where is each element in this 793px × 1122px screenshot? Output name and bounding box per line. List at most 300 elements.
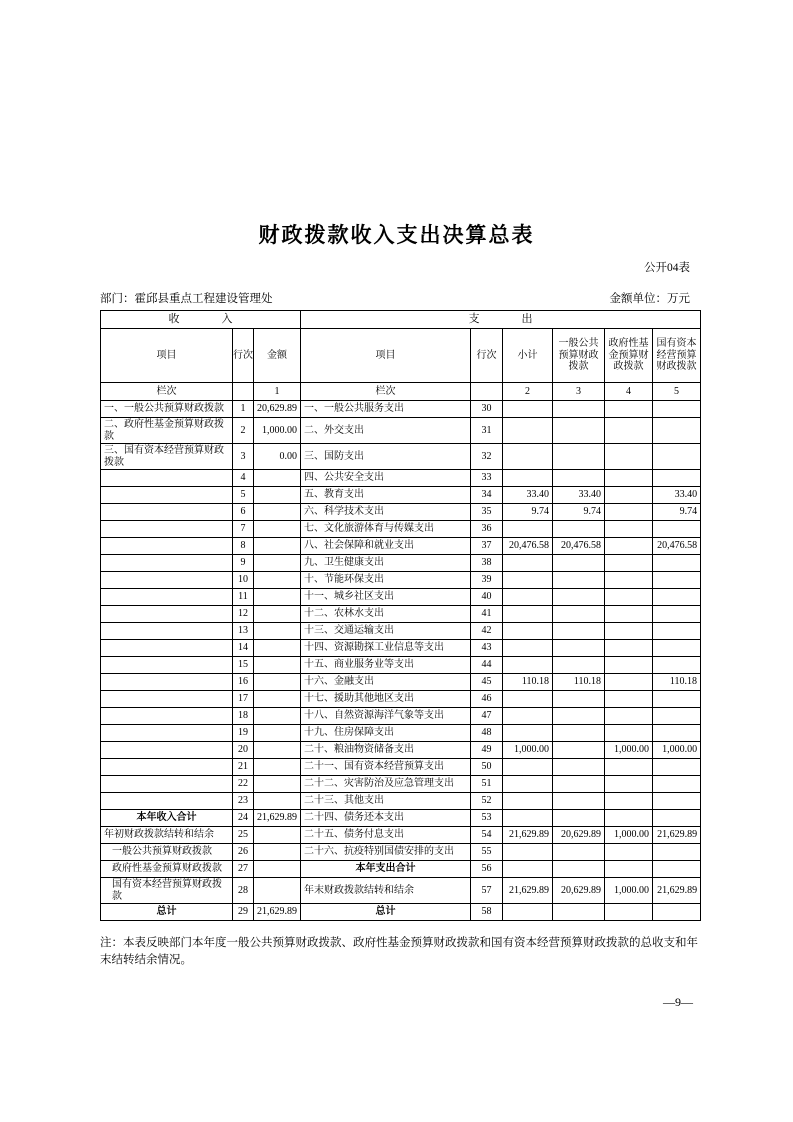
income-amount-cell xyxy=(254,572,301,589)
expense-state-capital-cell xyxy=(653,444,701,470)
expense-item-cell: 二十三、其他支出 xyxy=(301,793,471,810)
expense-item-cell: 十五、商业服务业等支出 xyxy=(301,657,471,674)
income-rowno-cell: 28 xyxy=(233,878,254,904)
income-amount-cell xyxy=(254,555,301,572)
table-row xyxy=(101,418,701,444)
expense-gov-fund-cell xyxy=(605,904,653,921)
table-row xyxy=(101,606,701,623)
expense-general-budget-cell xyxy=(553,418,605,444)
expense-item-cell: 本年支出合计 xyxy=(301,861,471,878)
department-label: 部门：霍邱县重点工程建设管理处 xyxy=(100,293,273,305)
expense-subtotal-cell xyxy=(503,521,553,538)
expense-subtotal-cell xyxy=(503,418,553,444)
expense-state-capital-cell xyxy=(653,725,701,742)
income-item-cell xyxy=(101,725,233,742)
expense-state-capital-cell xyxy=(653,640,701,657)
income-item-cell xyxy=(101,691,233,708)
income-amount-cell xyxy=(254,521,301,538)
expense-gov-fund-cell xyxy=(605,640,653,657)
table-row xyxy=(101,640,701,657)
expense-gov-fund-cell xyxy=(605,708,653,725)
expense-general-budget-cell xyxy=(553,589,605,606)
meta-row xyxy=(100,290,700,306)
expense-rowno-cell: 44 xyxy=(471,657,503,674)
expense-subtotal-cell xyxy=(503,708,553,725)
income-rowno-cell: 10 xyxy=(233,572,254,589)
table-row xyxy=(101,572,701,589)
table-row xyxy=(101,401,701,418)
table-row xyxy=(101,810,701,827)
income-rowno-cell: 5 xyxy=(233,487,254,504)
income-rowno-cell: 7 xyxy=(233,521,254,538)
expense-rowno-cell: 43 xyxy=(471,640,503,657)
expense-general-budget-cell xyxy=(553,555,605,572)
income-rowno-cell: 22 xyxy=(233,776,254,793)
expense-general-budget-cell: 20,629.89 xyxy=(553,827,605,844)
income-rowno-cell: 12 xyxy=(233,606,254,623)
expense-general-budget-cell xyxy=(553,708,605,725)
expense-subtotal-cell xyxy=(503,444,553,470)
expense-item-cell: 三、国防支出 xyxy=(301,444,471,470)
expense-state-capital-cell: 21,629.89 xyxy=(653,878,701,904)
expense-subtotal-cell: 9.74 xyxy=(503,504,553,521)
table-row xyxy=(101,674,701,691)
income-item-cell xyxy=(101,538,233,555)
expense-gov-fund-cell xyxy=(605,572,653,589)
expense-subtotal-cell: 33.40 xyxy=(503,487,553,504)
expense-rowno-cell: 56 xyxy=(471,861,503,878)
expense-item-cell: 十九、住房保障支出 xyxy=(301,725,471,742)
expense-state-capital-cell xyxy=(653,657,701,674)
expense-general-budget-cell xyxy=(553,904,605,921)
lanci-col-2: 2 xyxy=(503,383,553,401)
income-amount-cell xyxy=(254,691,301,708)
income-item-cell: 政府性基金预算财政拨款 xyxy=(101,861,233,878)
table-row xyxy=(101,742,701,759)
expense-state-capital-cell xyxy=(653,606,701,623)
expense-subtotal-cell xyxy=(503,904,553,921)
expense-state-capital-cell xyxy=(653,623,701,640)
expense-item-cell: 二十、粮油物资储备支出 xyxy=(301,742,471,759)
expense-item-cell: 十一、城乡社区支出 xyxy=(301,589,471,606)
expense-rowno-cell: 35 xyxy=(471,504,503,521)
income-item-cell xyxy=(101,793,233,810)
expense-section-header xyxy=(301,311,701,329)
expense-item-cell: 九、卫生健康支出 xyxy=(301,555,471,572)
income-amount-cell xyxy=(254,538,301,555)
income-amount-cell xyxy=(254,708,301,725)
expense-general-budget-cell xyxy=(553,572,605,589)
col-income-rowno: 行次 xyxy=(233,329,254,383)
income-item-cell xyxy=(101,572,233,589)
expense-item-cell: 十、节能环保支出 xyxy=(301,572,471,589)
expense-subtotal-cell xyxy=(503,572,553,589)
expense-general-budget-cell: 110.18 xyxy=(553,674,605,691)
income-item-cell xyxy=(101,606,233,623)
expense-gov-fund-cell xyxy=(605,589,653,606)
expense-state-capital-cell xyxy=(653,418,701,444)
income-amount-cell: 21,629.89 xyxy=(254,904,301,921)
col-income-item: 项目 xyxy=(101,329,233,383)
expense-item-cell: 六、科学技术支出 xyxy=(301,504,471,521)
income-rowno-cell: 14 xyxy=(233,640,254,657)
expense-gov-fund-cell: 1,000.00 xyxy=(605,827,653,844)
income-rowno-cell: 2 xyxy=(233,418,254,444)
income-item-cell xyxy=(101,742,233,759)
expense-general-budget-cell xyxy=(553,521,605,538)
income-amount-cell xyxy=(254,861,301,878)
expense-gov-fund-cell xyxy=(605,776,653,793)
income-item-cell xyxy=(101,759,233,776)
expense-subtotal-cell xyxy=(503,589,553,606)
expense-state-capital-cell xyxy=(653,589,701,606)
expense-state-capital-cell xyxy=(653,691,701,708)
income-rowno-cell: 1 xyxy=(233,401,254,418)
table-row xyxy=(101,444,701,470)
expense-subtotal-cell xyxy=(503,861,553,878)
expense-subtotal-cell xyxy=(503,640,553,657)
income-amount-cell xyxy=(254,487,301,504)
income-rowno-cell: 11 xyxy=(233,589,254,606)
income-rowno-cell: 3 xyxy=(233,444,254,470)
expense-section-label: 支出 xyxy=(468,313,575,326)
expense-rowno-cell: 33 xyxy=(471,470,503,487)
expense-gov-fund-cell xyxy=(605,657,653,674)
expense-state-capital-cell xyxy=(653,555,701,572)
expense-general-budget-cell xyxy=(553,444,605,470)
expense-general-budget-cell xyxy=(553,810,605,827)
income-amount-cell xyxy=(254,657,301,674)
expense-general-budget-cell xyxy=(553,657,605,674)
section-header-row xyxy=(101,311,701,329)
expense-rowno-cell: 42 xyxy=(471,623,503,640)
expense-state-capital-cell: 20,476.58 xyxy=(653,538,701,555)
income-amount-cell xyxy=(254,844,301,861)
expense-state-capital-cell xyxy=(653,401,701,418)
col-general-budget: 一般公共预算财政拨款 xyxy=(553,329,605,383)
footnote: 注：本表反映部门本年度一般公共预算财政拨款、政府性基金预算财政拨款和国有资本经营预算财政拨款的总收支和年末结转结余情况。 xyxy=(100,937,698,966)
expense-item-cell: 总计 xyxy=(301,904,471,921)
income-rowno-cell: 21 xyxy=(233,759,254,776)
column-header-row xyxy=(101,329,701,383)
income-rowno-cell: 27 xyxy=(233,861,254,878)
expense-general-budget-cell xyxy=(553,623,605,640)
expense-state-capital-cell: 33.40 xyxy=(653,487,701,504)
expense-general-budget-cell xyxy=(553,606,605,623)
income-amount-cell xyxy=(254,589,301,606)
expense-rowno-cell: 31 xyxy=(471,418,503,444)
income-item-cell xyxy=(101,487,233,504)
table-row xyxy=(101,691,701,708)
expense-subtotal-cell: 20,476.58 xyxy=(503,538,553,555)
col-gov-fund: 政府性基金预算财政拨款 xyxy=(605,329,653,383)
expense-item-cell: 八、社会保障和就业支出 xyxy=(301,538,471,555)
income-rowno-cell: 9 xyxy=(233,555,254,572)
expense-item-cell: 十六、金融支出 xyxy=(301,674,471,691)
expense-item-cell: 十四、资源勘探工业信息等支出 xyxy=(301,640,471,657)
income-amount-cell xyxy=(254,470,301,487)
expense-subtotal-cell xyxy=(503,725,553,742)
expense-subtotal-cell xyxy=(503,810,553,827)
expense-state-capital-cell: 110.18 xyxy=(653,674,701,691)
table-row xyxy=(101,538,701,555)
expense-item-cell: 十二、农林水支出 xyxy=(301,606,471,623)
income-rowno-cell: 20 xyxy=(233,742,254,759)
table-row xyxy=(101,759,701,776)
expense-item-cell: 十七、援助其他地区支出 xyxy=(301,691,471,708)
income-amount-cell: 0.00 xyxy=(254,444,301,470)
income-rowno-cell: 18 xyxy=(233,708,254,725)
expense-gov-fund-cell xyxy=(605,487,653,504)
income-amount-cell xyxy=(254,742,301,759)
income-item-cell: 总计 xyxy=(101,904,233,921)
lanci-expense-rowno-blank xyxy=(471,383,503,401)
table-row xyxy=(101,861,701,878)
income-item-cell: 二、政府性基金预算财政拨款 xyxy=(101,418,233,444)
fiscal-appropriation-table xyxy=(100,310,701,921)
expense-general-budget-cell xyxy=(553,844,605,861)
expense-gov-fund-cell xyxy=(605,691,653,708)
income-section-label: 收入 xyxy=(168,313,275,326)
expense-subtotal-cell xyxy=(503,623,553,640)
expense-state-capital-cell xyxy=(653,861,701,878)
expense-subtotal-cell: 21,629.89 xyxy=(503,827,553,844)
expense-rowno-cell: 34 xyxy=(471,487,503,504)
table-row xyxy=(101,708,701,725)
table-row xyxy=(101,827,701,844)
income-amount-cell xyxy=(254,759,301,776)
expense-gov-fund-cell xyxy=(605,861,653,878)
table-row xyxy=(101,725,701,742)
income-item-cell xyxy=(101,640,233,657)
income-amount-cell xyxy=(254,725,301,742)
expense-rowno-cell: 53 xyxy=(471,810,503,827)
expense-rowno-cell: 30 xyxy=(471,401,503,418)
expense-rowno-cell: 45 xyxy=(471,674,503,691)
income-amount-cell xyxy=(254,640,301,657)
expense-gov-fund-cell xyxy=(605,401,653,418)
expense-item-cell: 七、文化旅游体育与传媒支出 xyxy=(301,521,471,538)
expense-state-capital-cell xyxy=(653,708,701,725)
expense-state-capital-cell xyxy=(653,470,701,487)
income-amount-cell xyxy=(254,623,301,640)
page-number: —9— xyxy=(663,995,693,1009)
income-item-cell: 本年收入合计 xyxy=(101,810,233,827)
expense-subtotal-cell: 21,629.89 xyxy=(503,878,553,904)
expense-rowno-cell: 57 xyxy=(471,878,503,904)
table-row xyxy=(101,878,701,904)
column-index-row xyxy=(101,383,701,401)
income-item-cell xyxy=(101,657,233,674)
table-row xyxy=(101,504,701,521)
income-item-cell xyxy=(101,674,233,691)
income-item-cell xyxy=(101,521,233,538)
amount-unit-label: 金额单位：万元 xyxy=(609,293,690,305)
expense-item-cell: 四、公共安全支出 xyxy=(301,470,471,487)
lanci-col-4: 4 xyxy=(605,383,653,401)
income-item-cell: 一、一般公共预算财政拨款 xyxy=(101,401,233,418)
expense-gov-fund-cell xyxy=(605,759,653,776)
lanci-expense-label: 栏次 xyxy=(301,383,471,401)
expense-rowno-cell: 38 xyxy=(471,555,503,572)
col-expense-item: 项目 xyxy=(301,329,471,383)
expense-gov-fund-cell xyxy=(605,793,653,810)
expense-general-budget-cell xyxy=(553,691,605,708)
expense-rowno-cell: 37 xyxy=(471,538,503,555)
expense-rowno-cell: 51 xyxy=(471,776,503,793)
income-amount-cell xyxy=(254,776,301,793)
table-row xyxy=(101,793,701,810)
expense-state-capital-cell xyxy=(653,521,701,538)
expense-gov-fund-cell xyxy=(605,470,653,487)
expense-rowno-cell: 58 xyxy=(471,904,503,921)
expense-rowno-cell: 40 xyxy=(471,589,503,606)
expense-general-budget-cell xyxy=(553,742,605,759)
expense-state-capital-cell: 1,000.00 xyxy=(653,742,701,759)
col-expense-rowno: 行次 xyxy=(471,329,503,383)
income-item-cell: 国有资本经营预算财政拨款 xyxy=(101,878,233,904)
expense-rowno-cell: 39 xyxy=(471,572,503,589)
income-amount-cell xyxy=(254,827,301,844)
expense-gov-fund-cell: 1,000.00 xyxy=(605,878,653,904)
expense-general-budget-cell: 20,476.58 xyxy=(553,538,605,555)
table-row xyxy=(101,904,701,921)
expense-item-cell: 十八、自然资源海洋气象等支出 xyxy=(301,708,471,725)
expense-general-budget-cell xyxy=(553,725,605,742)
income-item-cell: 一般公共预算财政拨款 xyxy=(101,844,233,861)
income-rowno-cell: 25 xyxy=(233,827,254,844)
expense-general-budget-cell xyxy=(553,776,605,793)
table-row xyxy=(101,776,701,793)
expense-rowno-cell: 49 xyxy=(471,742,503,759)
expense-state-capital-cell xyxy=(653,572,701,589)
table-row xyxy=(101,844,701,861)
expense-general-budget-cell xyxy=(553,401,605,418)
expense-rowno-cell: 41 xyxy=(471,606,503,623)
income-item-cell: 三、国有资本经营预算财政拨款 xyxy=(101,444,233,470)
table-row xyxy=(101,470,701,487)
income-amount-cell: 21,629.89 xyxy=(254,810,301,827)
income-rowno-cell: 8 xyxy=(233,538,254,555)
expense-item-cell: 五、教育支出 xyxy=(301,487,471,504)
expense-state-capital-cell: 9.74 xyxy=(653,504,701,521)
income-amount-cell xyxy=(254,878,301,904)
col-state-capital: 国有资本经营预算财政拨款 xyxy=(653,329,701,383)
income-rowno-cell: 13 xyxy=(233,623,254,640)
table-row xyxy=(101,589,701,606)
income-item-cell xyxy=(101,708,233,725)
expense-subtotal-cell xyxy=(503,793,553,810)
expense-general-budget-cell: 20,629.89 xyxy=(553,878,605,904)
expense-gov-fund-cell xyxy=(605,555,653,572)
expense-item-cell: 二十六、抗疫特别国债安排的支出 xyxy=(301,844,471,861)
income-rowno-cell: 15 xyxy=(233,657,254,674)
expense-item-cell: 一、一般公共服务支出 xyxy=(301,401,471,418)
expense-general-budget-cell xyxy=(553,861,605,878)
lanci-col-5: 5 xyxy=(653,383,701,401)
expense-gov-fund-cell xyxy=(605,674,653,691)
income-item-cell: 年初财政拨款结转和结余 xyxy=(101,827,233,844)
table-row xyxy=(101,521,701,538)
expense-gov-fund-cell xyxy=(605,444,653,470)
income-section-header xyxy=(101,311,301,329)
expense-gov-fund-cell xyxy=(605,418,653,444)
expense-gov-fund-cell xyxy=(605,538,653,555)
expense-general-budget-cell xyxy=(553,759,605,776)
income-rowno-cell: 4 xyxy=(233,470,254,487)
expense-general-budget-cell xyxy=(553,640,605,657)
expense-gov-fund-cell xyxy=(605,844,653,861)
expense-subtotal-cell xyxy=(503,776,553,793)
income-amount-cell xyxy=(254,793,301,810)
expense-item-cell: 二十五、债务付息支出 xyxy=(301,827,471,844)
expense-rowno-cell: 47 xyxy=(471,708,503,725)
page-title: 财政拨款收入支出决算总表 xyxy=(258,224,535,247)
income-item-cell xyxy=(101,589,233,606)
expense-gov-fund-cell xyxy=(605,725,653,742)
expense-rowno-cell: 54 xyxy=(471,827,503,844)
expense-item-cell: 年末财政拨款结转和结余 xyxy=(301,878,471,904)
income-rowno-cell: 26 xyxy=(233,844,254,861)
expense-general-budget-cell xyxy=(553,470,605,487)
table-row xyxy=(101,555,701,572)
expense-rowno-cell: 55 xyxy=(471,844,503,861)
expense-subtotal-cell xyxy=(503,470,553,487)
lanci-col-1: 1 xyxy=(254,383,301,401)
expense-rowno-cell: 50 xyxy=(471,759,503,776)
expense-state-capital-cell: 21,629.89 xyxy=(653,827,701,844)
expense-item-cell: 二十四、债务还本支出 xyxy=(301,810,471,827)
expense-rowno-cell: 36 xyxy=(471,521,503,538)
income-item-cell xyxy=(101,776,233,793)
income-amount-cell xyxy=(254,504,301,521)
col-subtotal: 小计 xyxy=(503,329,553,383)
lanci-col-3: 3 xyxy=(553,383,605,401)
table-row xyxy=(101,657,701,674)
income-rowno-cell: 29 xyxy=(233,904,254,921)
income-item-cell xyxy=(101,555,233,572)
income-rowno-cell: 16 xyxy=(233,674,254,691)
expense-gov-fund-cell xyxy=(605,606,653,623)
income-item-cell xyxy=(101,470,233,487)
expense-rowno-cell: 46 xyxy=(471,691,503,708)
expense-subtotal-cell xyxy=(503,759,553,776)
income-amount-cell xyxy=(254,606,301,623)
expense-rowno-cell: 48 xyxy=(471,725,503,742)
expense-item-cell: 二、外交支出 xyxy=(301,418,471,444)
income-amount-cell xyxy=(254,674,301,691)
expense-state-capital-cell xyxy=(653,904,701,921)
expense-gov-fund-cell xyxy=(605,623,653,640)
expense-subtotal-cell xyxy=(503,657,553,674)
lanci-income-label: 栏次 xyxy=(101,383,233,401)
expense-rowno-cell: 32 xyxy=(471,444,503,470)
expense-subtotal-cell xyxy=(503,401,553,418)
expense-gov-fund-cell xyxy=(605,810,653,827)
expense-general-budget-cell: 9.74 xyxy=(553,504,605,521)
income-amount-cell: 1,000.00 xyxy=(254,418,301,444)
expense-state-capital-cell xyxy=(653,793,701,810)
lanci-income-rowno-blank xyxy=(233,383,254,401)
income-item-cell xyxy=(101,623,233,640)
expense-subtotal-cell xyxy=(503,555,553,572)
expense-item-cell: 二十二、灾害防治及应急管理支出 xyxy=(301,776,471,793)
expense-item-cell: 二十一、国有资本经营预算支出 xyxy=(301,759,471,776)
expense-subtotal-cell xyxy=(503,606,553,623)
expense-rowno-cell: 52 xyxy=(471,793,503,810)
table-row xyxy=(101,487,701,504)
expense-state-capital-cell xyxy=(653,810,701,827)
